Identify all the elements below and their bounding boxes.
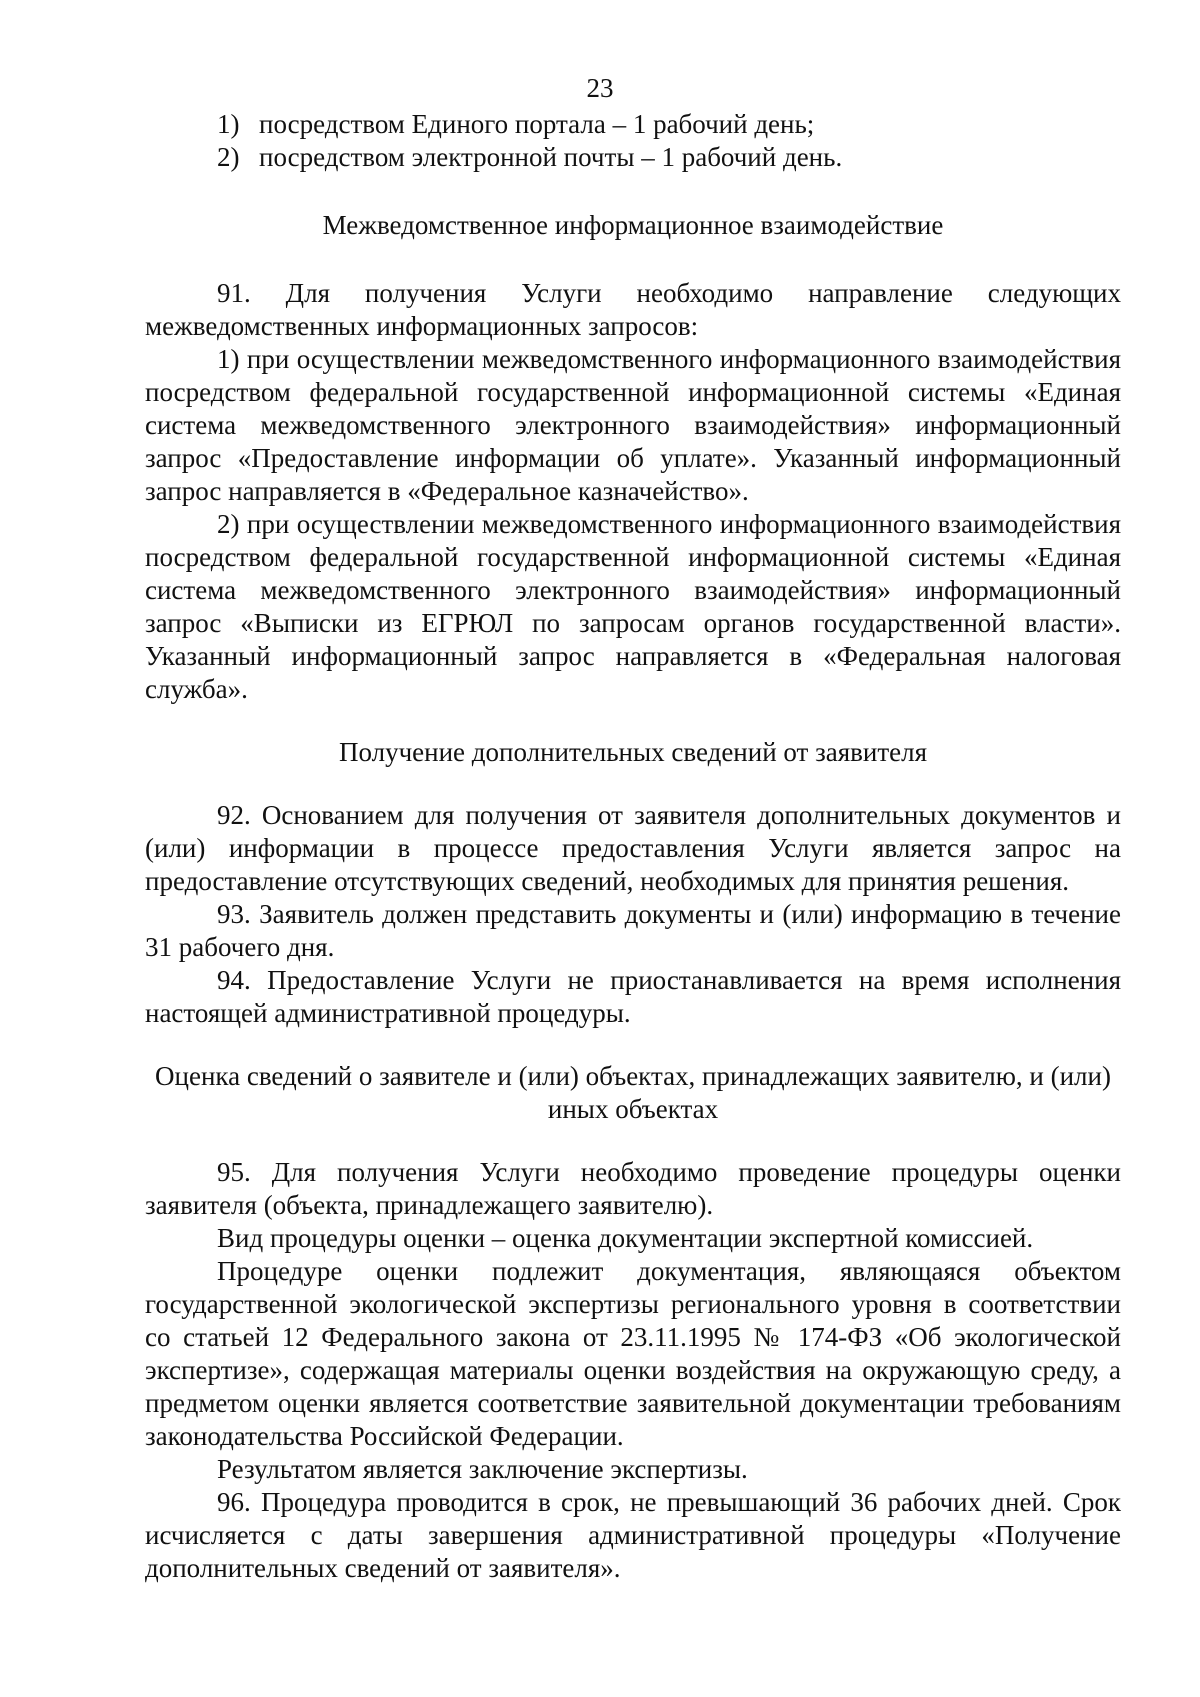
section-heading: Оценка сведений о заявителе и (или) объектах, принадлежащих заявителю, и (или) иных объектах	[155, 1061, 1111, 1124]
paragraph: 2) при осуществлении межведомственного информационного взаимодействия посредством федеральной государственной информационной системы «Единая система межведомственного электронного взаимодействия» информационный запрос «Выписки из ЕГРЮЛ по запросам органов государственной власти». Указанный информационный запрос направляется в «Федеральная налоговая служба».	[145, 509, 1121, 704]
list-item-number: 1)	[217, 109, 240, 139]
paragraph: 94. Предоставление Услуги не приостанавливается на время исполнения настоящей административной процедуры.	[145, 965, 1121, 1028]
paragraph: Процедуре оценки подлежит документация, являющаяся объектом государственной экологической экспертизы регионального уровня в соответствии со статьей 12 Федерального закона от 23.11.1995 № 174-ФЗ «Об экологической экспертизе», содержащая материалы оценки воздействия на окружающую среду, а предметом оценки является соответствие заявительной документации требованиям законодательства Российской Федерации.	[145, 1256, 1121, 1451]
list-item	[145, 108, 1121, 141]
paragraph: Вид процедуры оценки – оценка документации экспертной комиссией.	[217, 1223, 1034, 1253]
list-item	[145, 141, 1121, 174]
paragraph: 96. Процедура проводится в срок, не превышающий 36 рабочих дней. Срок исчисляется с даты завершения административной процедуры «Получение дополнительных сведений от заявителя».	[145, 1487, 1121, 1583]
list-item-text: посредством Единого портала – 1 рабочий день;	[259, 109, 815, 139]
paragraph: Результатом является заключение экспертизы.	[217, 1454, 748, 1484]
list-item-number: 2)	[217, 142, 240, 172]
paragraph: 1) при осуществлении межведомственного информационного взаимодействия посредством федеральной государственной информационной системы «Единая система межведомственного электронного взаимодействия» информационный запрос «Предоставление информации об уплате». Указанный информационный запрос направляется в «Федеральное казначейство».	[145, 344, 1121, 506]
paragraph: 95. Для получения Услуги необходимо проведение процедуры оценки заявителя (объекта, принадлежащего заявителю).	[145, 1157, 1121, 1220]
page-content	[145, 108, 1121, 1585]
section-heading: Межведомственное информационное взаимодействие	[322, 210, 944, 240]
paragraph: 92. Основанием для получения от заявителя дополнительных документов и (или) информации в процессе предоставления Услуги является запрос на предоставление отсутствующих сведений, необходимых для принятия решения.	[145, 800, 1121, 896]
list-item-text: посредством электронной почты – 1 рабочий день.	[259, 142, 843, 172]
section-heading: Получение дополнительных сведений от заявителя	[338, 737, 928, 767]
paragraph: 91. Для получения Услуги необходимо направление следующих межведомственных информационных запросов:	[145, 278, 1121, 341]
paragraph: 93. Заявитель должен представить документы и (или) информацию в течение 31 рабочего дня.	[145, 899, 1121, 962]
page-number: 23	[586, 73, 614, 103]
